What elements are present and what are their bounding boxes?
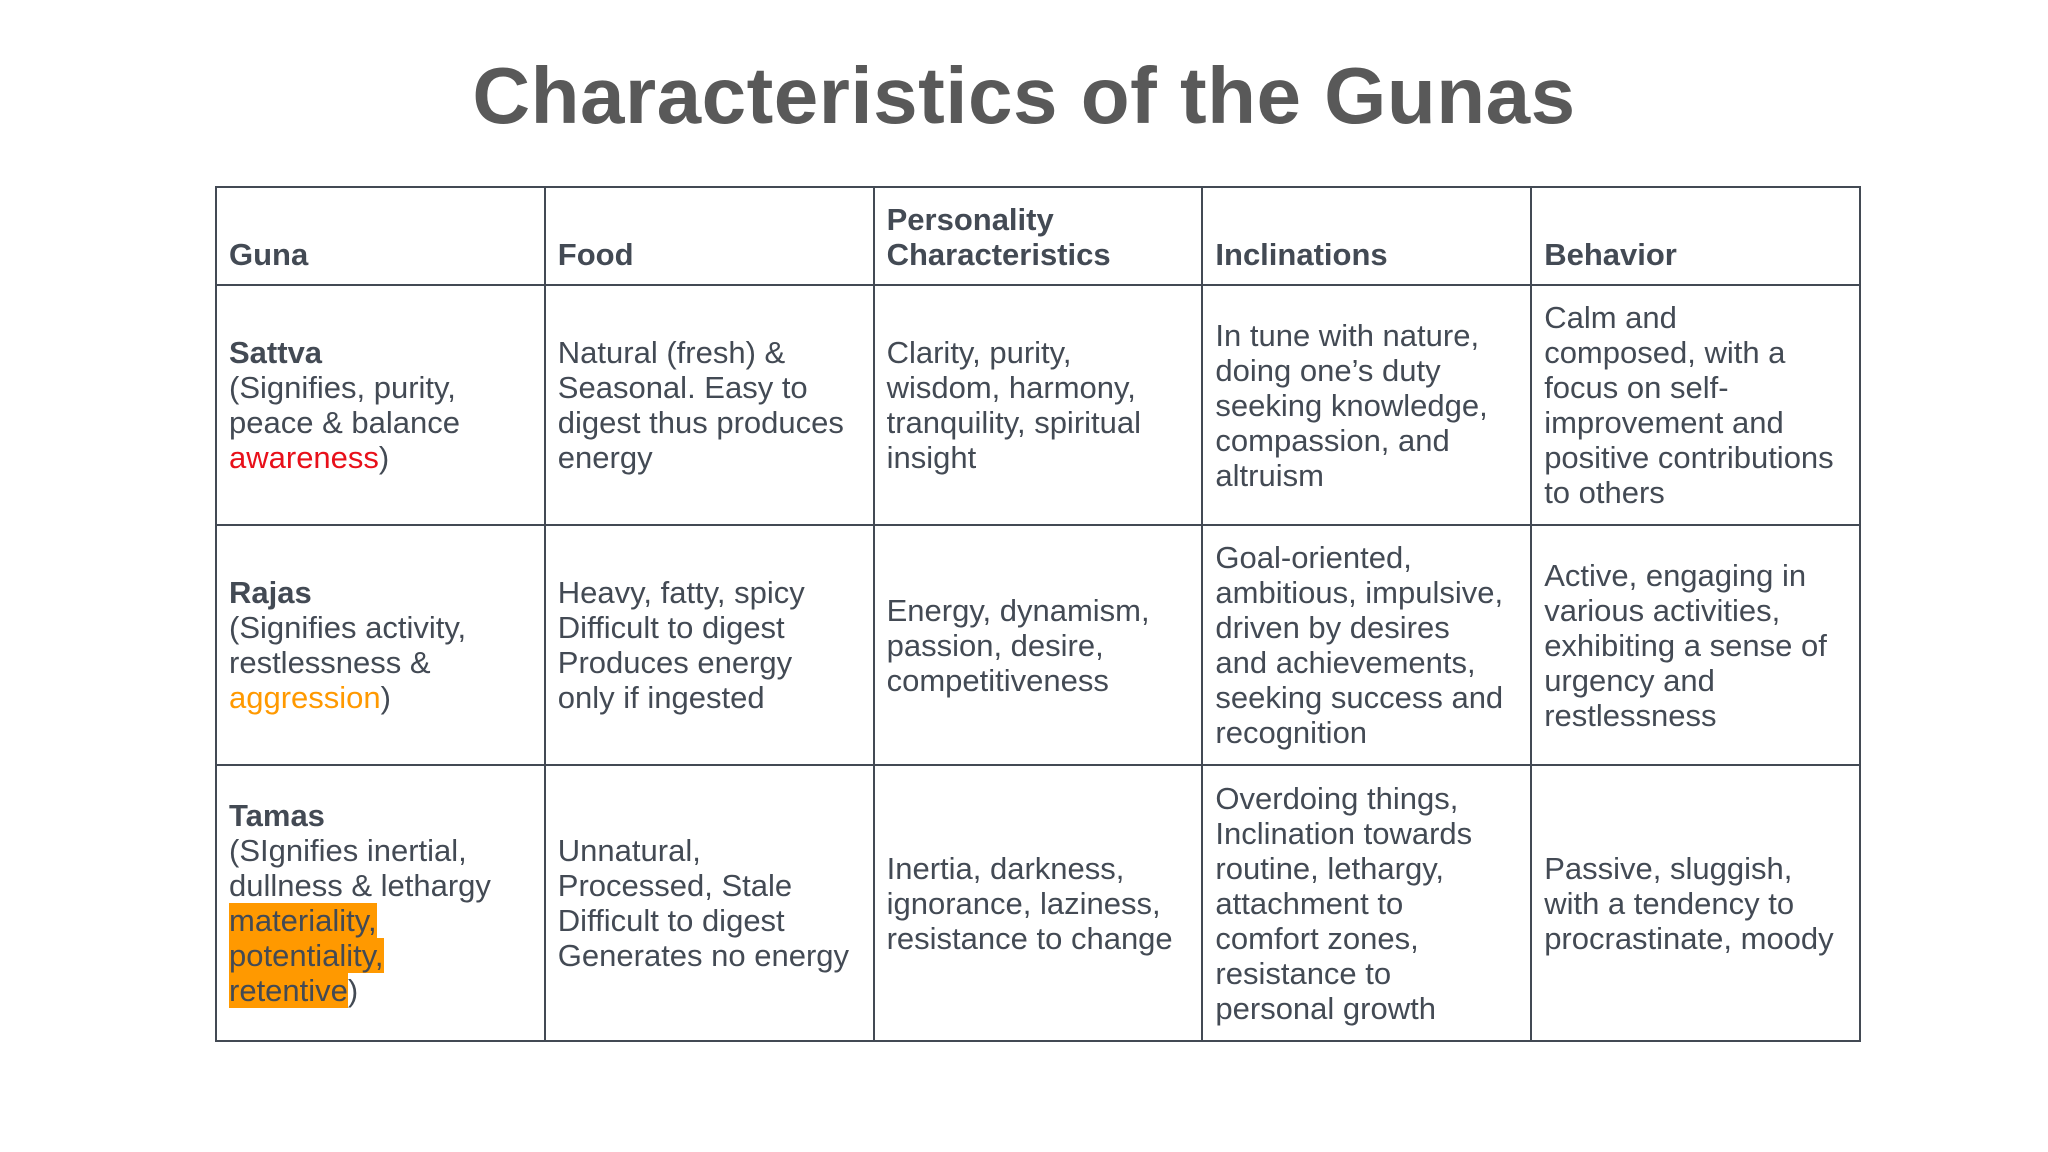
cell-line: ignorance, laziness,	[886, 885, 1161, 921]
cell-line: passion, desire,	[886, 627, 1104, 663]
cell-line: Energy, dynamism,	[886, 592, 1150, 628]
cell-line: recognition	[1215, 715, 1368, 750]
cell-line: digest thus produces	[557, 405, 844, 440]
cell-line: seeking success and	[1215, 680, 1504, 715]
cell-line: improvement and	[1544, 405, 1784, 440]
cell-line: Heavy, fatty, spicy	[557, 575, 805, 610]
cell-line: compassion, and	[1215, 422, 1450, 458]
guna-name: Sattva	[229, 335, 323, 370]
cell-line: Inclination towards	[1215, 815, 1473, 851]
cell-line: Calm and	[1544, 300, 1677, 335]
header-guna: Guna	[216, 187, 545, 285]
header-behavior: Behavior	[1531, 187, 1860, 285]
cell-food-tamas	[545, 765, 874, 1041]
cell-line: focus on self-	[1544, 370, 1729, 405]
cell-line: In tune with nature,	[1215, 317, 1480, 353]
guna-desc-line: restlessness &	[229, 645, 431, 680]
cell-guna-tamas	[216, 765, 545, 1041]
cell-line: tranquility, spiritual	[886, 405, 1142, 440]
cell-line: resistance to	[1215, 955, 1392, 991]
retentive-highlight: retentive	[229, 973, 348, 1008]
guna-desc-line: peace & balance	[229, 405, 460, 440]
cell-personality-rajas	[874, 525, 1203, 765]
cell-line: Processed, Stale	[557, 868, 793, 903]
slide-title: Characteristics of the Gunas	[472, 51, 1576, 140]
cell-line: ambitious, impulsive,	[1215, 575, 1504, 610]
cell-line: procrastinate, moody	[1544, 920, 1834, 956]
table-row-sattva	[216, 285, 1860, 525]
cell-line: composed, with a	[1544, 335, 1786, 370]
cell-line: energy	[557, 440, 653, 475]
cell-line: restlessness	[1544, 697, 1717, 733]
cell-food-sattva	[545, 285, 874, 525]
cell-line: attachment to	[1215, 885, 1404, 921]
cell-personality-tamas	[874, 765, 1203, 1041]
header-personality-line1: Personality	[886, 202, 1054, 237]
cell-line: Natural (fresh) &	[557, 335, 786, 370]
header-personality	[874, 187, 1203, 285]
aggression-highlight: aggression	[229, 680, 381, 715]
cell-line: routine, lethargy,	[1215, 850, 1445, 886]
cell-line: only if ingested	[557, 680, 765, 715]
cell-line: insight	[886, 440, 977, 475]
cell-guna-sattva	[216, 285, 545, 525]
cell-line: seeking knowledge,	[1215, 387, 1488, 423]
guna-desc-line: (Signifies activity,	[229, 610, 467, 645]
cell-line: competitiveness	[886, 662, 1109, 698]
cell-behavior-sattva	[1531, 285, 1860, 525]
cell-inclinations-rajas	[1202, 525, 1531, 765]
materiality-highlight: materiality,	[229, 903, 377, 938]
cell-line: Unnatural,	[557, 833, 701, 868]
cell-line: Difficult to digest	[557, 610, 785, 645]
cell-inclinations-sattva	[1202, 285, 1531, 525]
guna-desc-close: )	[380, 680, 391, 715]
gunas-table	[215, 186, 1861, 1042]
cell-line: comfort zones,	[1215, 920, 1419, 956]
cell-line: personal growth	[1215, 990, 1436, 1026]
table-row-rajas	[216, 525, 1860, 765]
cell-behavior-tamas	[1531, 765, 1860, 1041]
cell-line: exhibiting a sense of	[1544, 627, 1827, 663]
cell-personality-sattva	[874, 285, 1203, 525]
guna-desc-line: (Signifies, purity,	[229, 370, 456, 405]
cell-line: Passive, sluggish,	[1544, 850, 1793, 886]
guna-name: Rajas	[229, 575, 312, 610]
cell-line: Produces energy	[557, 645, 793, 680]
header-personality-line2: Characteristics	[886, 237, 1111, 272]
cell-line: positive contributions	[1544, 440, 1834, 475]
guna-desc-line: (SIgnifies inertial,	[229, 833, 467, 868]
cell-line: wisdom, harmony,	[886, 370, 1136, 405]
cell-line: driven by desires	[1215, 610, 1450, 645]
cell-line: Difficult to digest	[557, 903, 785, 938]
cell-line: with a tendency to	[1544, 885, 1795, 921]
cell-food-rajas	[545, 525, 874, 765]
cell-line: Seasonal. Easy to	[557, 370, 808, 405]
guna-desc-close: )	[347, 973, 359, 1008]
table-header-row	[216, 187, 1860, 285]
cell-guna-rajas	[216, 525, 545, 765]
cell-line: Inertia, darkness,	[886, 850, 1125, 886]
cell-line: Active, engaging in	[1544, 557, 1807, 593]
header-inclinations: Inclinations	[1202, 187, 1531, 285]
cell-inclinations-tamas	[1202, 765, 1531, 1041]
cell-line: to others	[1544, 475, 1665, 510]
table-row-tamas	[216, 765, 1860, 1041]
cell-line: and achievements,	[1215, 645, 1476, 680]
cell-line: Clarity, purity,	[886, 335, 1072, 370]
cell-line: Goal-oriented,	[1215, 540, 1412, 575]
cell-line: resistance to change	[886, 920, 1173, 956]
cell-line: doing one’s duty	[1215, 352, 1441, 388]
potentiality-highlight: potentiality,	[229, 938, 384, 973]
cell-line: various activities,	[1544, 592, 1781, 628]
awareness-highlight: awareness	[229, 440, 379, 475]
cell-behavior-rajas	[1531, 525, 1860, 765]
guna-desc-close: )	[378, 440, 390, 475]
cell-line: altruism	[1215, 457, 1324, 493]
header-food: Food	[545, 187, 874, 285]
guna-desc-line: dullness & lethargy	[229, 868, 491, 903]
guna-name: Tamas	[229, 798, 325, 833]
cell-line: urgency and	[1544, 662, 1715, 698]
cell-line: Overdoing things,	[1215, 780, 1459, 816]
cell-line: Generates no energy	[557, 938, 850, 973]
